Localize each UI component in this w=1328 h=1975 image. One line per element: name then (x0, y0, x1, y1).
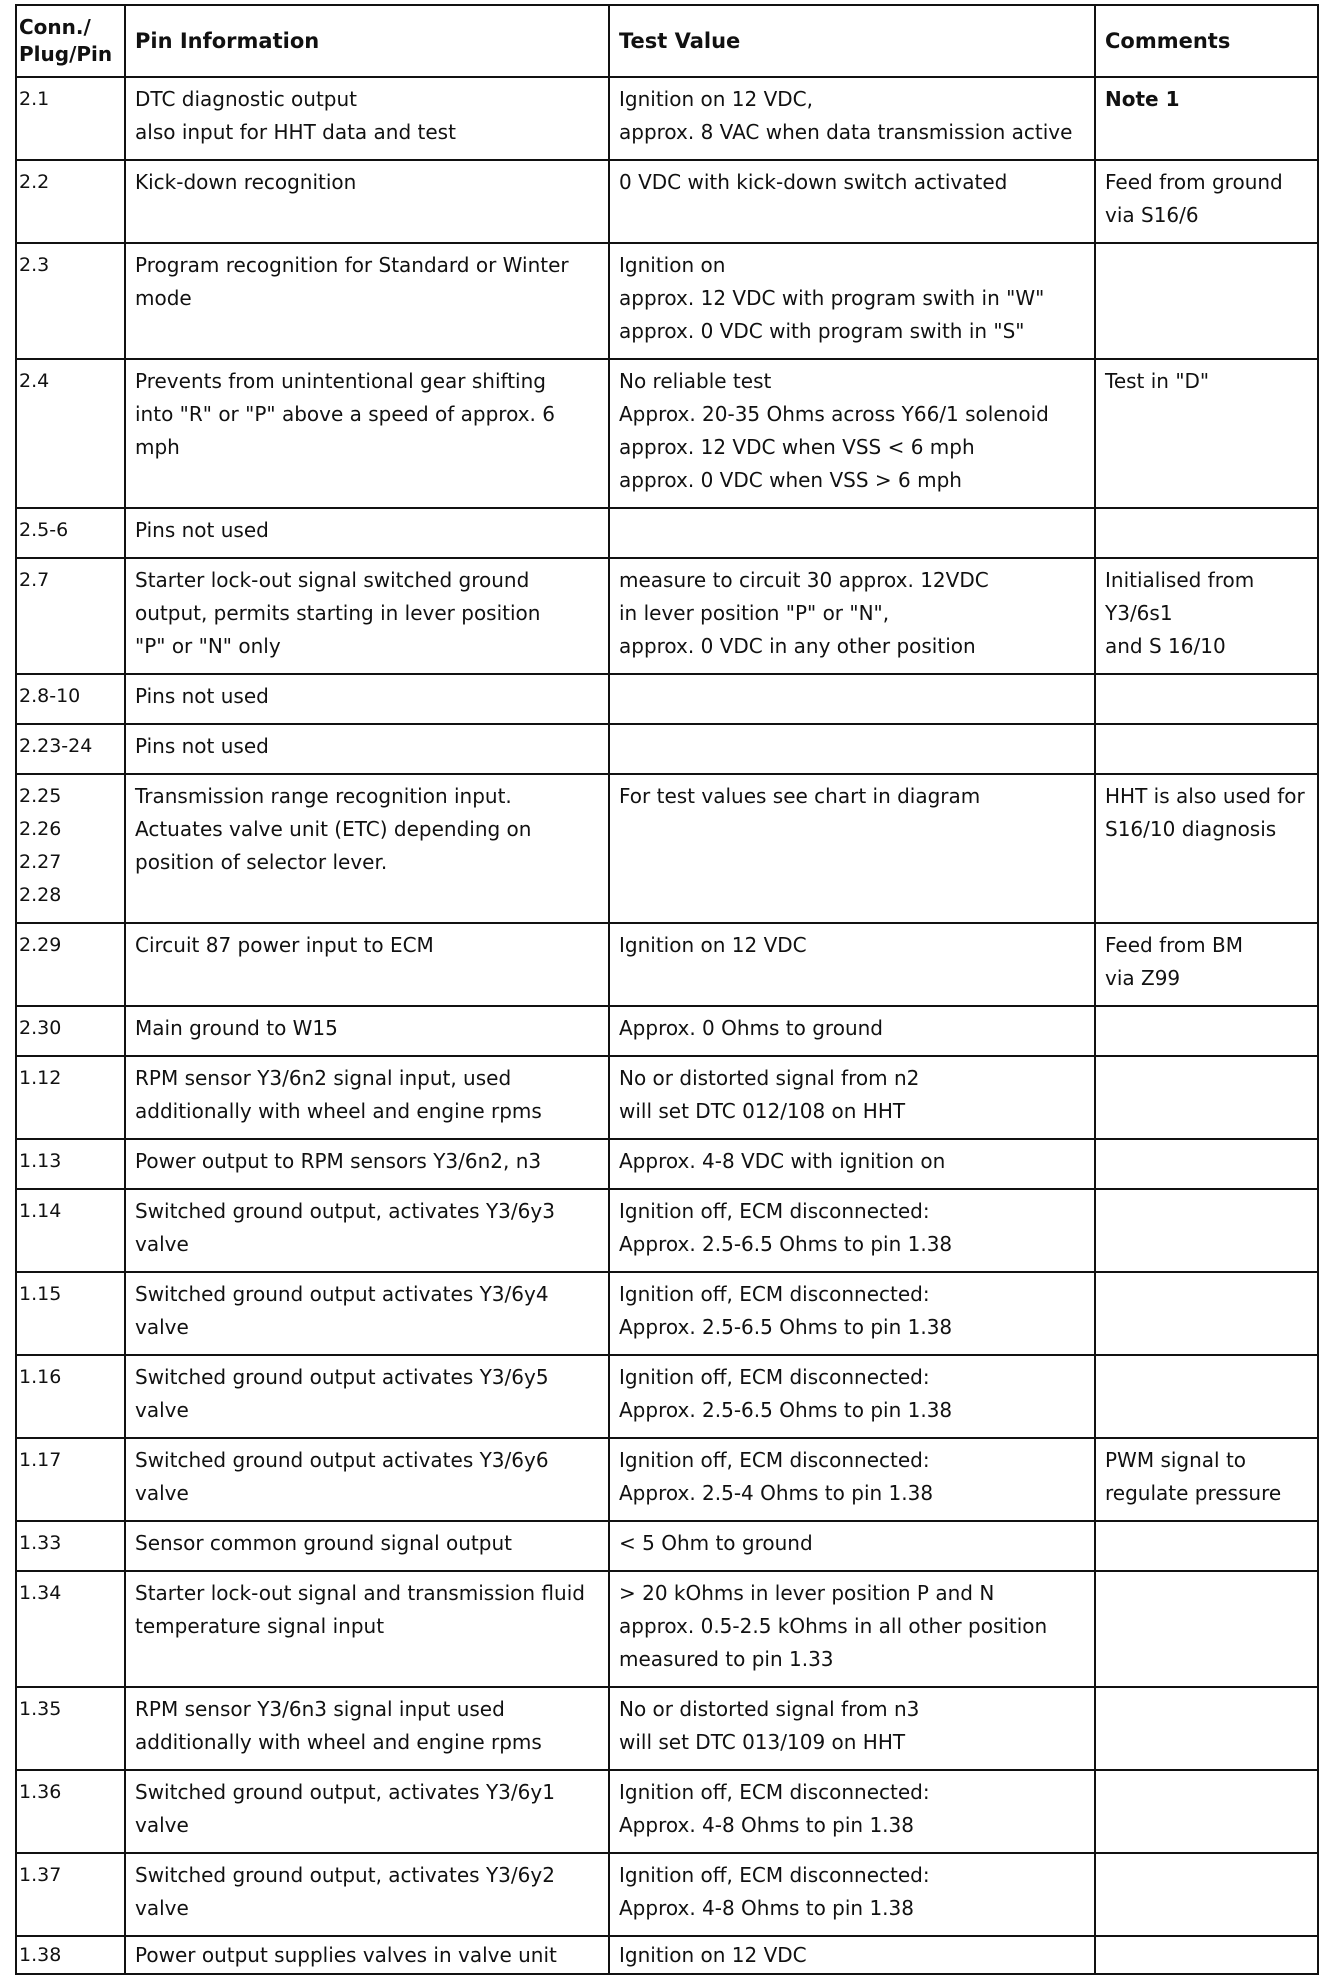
comments-cell: HHT is also used for S16/10 diagnosis (1095, 774, 1318, 923)
pin-information-cell: Switched ground output activates Y3/6y6 valve (125, 1438, 609, 1521)
table-row (16, 1139, 1318, 1189)
test-value-cell: Ignition on 12 VDC (609, 1936, 1095, 1974)
test-value-cell: Ignition off, ECM disconnected: Approx. 2.5-6.5 Ohms to pin 1.38 (609, 1189, 1095, 1272)
pin-information-cell: Pins not used (125, 674, 609, 724)
test-value-cell: For test values see chart in diagram (609, 774, 1095, 923)
pin-information-cell: RPM sensor Y3/6n3 signal input used additionally with wheel and engine rpms (125, 1687, 609, 1770)
header-conn-plug-pin: Conn./ Plug/Pin (16, 5, 125, 77)
comments-cell (1095, 724, 1318, 774)
pin-cell: 1.33 (16, 1521, 125, 1571)
comments-cell (1095, 1687, 1318, 1770)
pin-information-cell: Starter lock-out signal and transmission fluid temperature signal input (125, 1571, 609, 1687)
pin-cell: 2.1 (16, 77, 125, 160)
comments-cell: Feed from ground via S16/6 (1095, 160, 1318, 243)
comments-cell: Feed from BM via Z99 (1095, 923, 1318, 1006)
comments-cell (1095, 1853, 1318, 1936)
test-value-cell: No or distorted signal from n3 will set DTC 013/109 on HHT (609, 1687, 1095, 1770)
table-row (16, 1770, 1318, 1853)
test-value-cell: Approx. 0 Ohms to ground (609, 1006, 1095, 1056)
table-row (16, 1571, 1318, 1687)
table-row (16, 508, 1318, 558)
table-row (16, 1272, 1318, 1355)
pin-information-cell: Transmission range recognition input. Actuates valve unit (ETC) depending on position of selector lever. (125, 774, 609, 923)
table-row (16, 77, 1318, 160)
test-value-cell (609, 508, 1095, 558)
pin-cell: 1.36 (16, 1770, 125, 1853)
table-row (16, 923, 1318, 1006)
pin-cell: 2.30 (16, 1006, 125, 1056)
pin-cell: 1.13 (16, 1139, 125, 1189)
comments-cell (1095, 674, 1318, 724)
comments-cell (1095, 1936, 1318, 1974)
pin-information-cell: Main ground to W15 (125, 1006, 609, 1056)
pin-information-table (15, 4, 1319, 1975)
comments-cell: Note 1 (1095, 77, 1318, 160)
pin-cell: 2.25 2.26 2.27 2.28 (16, 774, 125, 923)
pin-cell: 2.29 (16, 923, 125, 1006)
pin-information-cell: Kick-down recognition (125, 160, 609, 243)
table-row (16, 359, 1318, 508)
pin-cell: 1.15 (16, 1272, 125, 1355)
comments-cell: PWM signal to regulate pressure (1095, 1438, 1318, 1521)
comments-cell (1095, 508, 1318, 558)
comments-cell (1095, 1056, 1318, 1139)
test-value-cell: Ignition on 12 VDC, approx. 8 VAC when data transmission active (609, 77, 1095, 160)
pin-information-cell: Program recognition for Standard or Winter mode (125, 243, 609, 359)
pin-cell: 1.14 (16, 1189, 125, 1272)
table-row (16, 674, 1318, 724)
pin-information-cell: Switched ground output activates Y3/6y4 valve (125, 1272, 609, 1355)
comments-cell: Initialised from Y3/6s1 and S 16/10 (1095, 558, 1318, 674)
comments-cell (1095, 1139, 1318, 1189)
comments-cell (1095, 1571, 1318, 1687)
test-value-cell: Ignition off, ECM disconnected: Approx. 2.5-6.5 Ohms to pin 1.38 (609, 1272, 1095, 1355)
pin-cell: 1.17 (16, 1438, 125, 1521)
pin-cell: 1.35 (16, 1687, 125, 1770)
pin-cell: 2.4 (16, 359, 125, 508)
pin-cell: 2.8-10 (16, 674, 125, 724)
table-row (16, 558, 1318, 674)
test-value-cell: Ignition off, ECM disconnected: Approx. 2.5-4 Ohms to pin 1.38 (609, 1438, 1095, 1521)
table-row (16, 1189, 1318, 1272)
pin-cell: 2.23-24 (16, 724, 125, 774)
pin-cell: 2.7 (16, 558, 125, 674)
table-row (16, 724, 1318, 774)
comments-cell (1095, 1189, 1318, 1272)
test-value-cell: Approx. 4-8 VDC with ignition on (609, 1139, 1095, 1189)
pin-information-cell: Switched ground output, activates Y3/6y3 valve (125, 1189, 609, 1272)
test-value-cell: Ignition off, ECM disconnected: Approx. 4-8 Ohms to pin 1.38 (609, 1853, 1095, 1936)
pin-cell: 1.12 (16, 1056, 125, 1139)
comments-cell (1095, 1272, 1318, 1355)
pin-cell: 1.37 (16, 1853, 125, 1936)
test-value-cell: measure to circuit 30 approx. 12VDC in lever position "P" or "N", approx. 0 VDC in any other position (609, 558, 1095, 674)
pin-information-cell: Prevents from unintentional gear shifting into "R" or "P" above a speed of approx. 6 mph (125, 359, 609, 508)
comments-cell: Test in "D" (1095, 359, 1318, 508)
comments-cell (1095, 1355, 1318, 1438)
pin-cell: 2.5-6 (16, 508, 125, 558)
pin-information-cell: DTC diagnostic output also input for HHT data and test (125, 77, 609, 160)
header-pin-information: Pin Information (125, 5, 609, 77)
table-row (16, 243, 1318, 359)
table-row (16, 1936, 1318, 1974)
table-row (16, 160, 1318, 243)
test-value-cell: Ignition off, ECM disconnected: Approx. 2.5-6.5 Ohms to pin 1.38 (609, 1355, 1095, 1438)
table-row (16, 774, 1318, 923)
test-value-cell (609, 724, 1095, 774)
test-value-cell: < 5 Ohm to ground (609, 1521, 1095, 1571)
pin-information-cell: RPM sensor Y3/6n2 signal input, used additionally with wheel and engine rpms (125, 1056, 609, 1139)
table-row (16, 1056, 1318, 1139)
table-row (16, 1687, 1318, 1770)
comments-cell (1095, 1770, 1318, 1853)
test-value-cell: No reliable test Approx. 20-35 Ohms across Y66/1 solenoid approx. 12 VDC when VSS < 6 mph approx. 0 VDC when VSS > 6 mph (609, 359, 1095, 508)
table-row (16, 1438, 1318, 1521)
table-row (16, 1006, 1318, 1056)
test-value-cell: 0 VDC with kick-down switch activated (609, 160, 1095, 243)
table-row (16, 1521, 1318, 1571)
test-value-cell (609, 674, 1095, 724)
header-comments: Comments (1095, 5, 1318, 77)
pin-information-cell: Starter lock-out signal switched ground output, permits starting in lever position "P" or "N" only (125, 558, 609, 674)
pin-information-cell: Sensor common ground signal output (125, 1521, 609, 1571)
pin-information-cell: Pins not used (125, 724, 609, 774)
test-value-cell: > 20 kOhms in lever position P and N approx. 0.5-2.5 kOhms in all other position measured to pin 1.33 (609, 1571, 1095, 1687)
table-row (16, 1355, 1318, 1438)
comments-cell (1095, 243, 1318, 359)
header-test-value: Test Value (609, 5, 1095, 77)
pin-information-cell: Power output supplies valves in valve unit (125, 1936, 609, 1974)
pin-cell: 2.2 (16, 160, 125, 243)
table-row (16, 1853, 1318, 1936)
pin-cell: 1.16 (16, 1355, 125, 1438)
test-value-cell: Ignition off, ECM disconnected: Approx. 4-8 Ohms to pin 1.38 (609, 1770, 1095, 1853)
pin-information-cell: Switched ground output, activates Y3/6y2 valve (125, 1853, 609, 1936)
test-value-cell: No or distorted signal from n2 will set DTC 012/108 on HHT (609, 1056, 1095, 1139)
pin-cell: 1.34 (16, 1571, 125, 1687)
pin-information-cell: Switched ground output activates Y3/6y5 valve (125, 1355, 609, 1438)
pin-cell: 1.38 (16, 1936, 125, 1974)
pin-information-cell: Power output to RPM sensors Y3/6n2, n3 (125, 1139, 609, 1189)
table-header (16, 5, 1318, 77)
pin-information-cell: Pins not used (125, 508, 609, 558)
comments-cell (1095, 1006, 1318, 1056)
pin-information-cell: Circuit 87 power input to ECM (125, 923, 609, 1006)
header-row (16, 5, 1318, 77)
pin-information-cell: Switched ground output, activates Y3/6y1 valve (125, 1770, 609, 1853)
test-value-cell: Ignition on 12 VDC (609, 923, 1095, 1006)
pin-cell: 2.3 (16, 243, 125, 359)
test-value-cell: Ignition on approx. 12 VDC with program swith in "W" approx. 0 VDC with program swith in "S" (609, 243, 1095, 359)
comments-cell (1095, 1521, 1318, 1571)
table-body (16, 77, 1318, 1974)
